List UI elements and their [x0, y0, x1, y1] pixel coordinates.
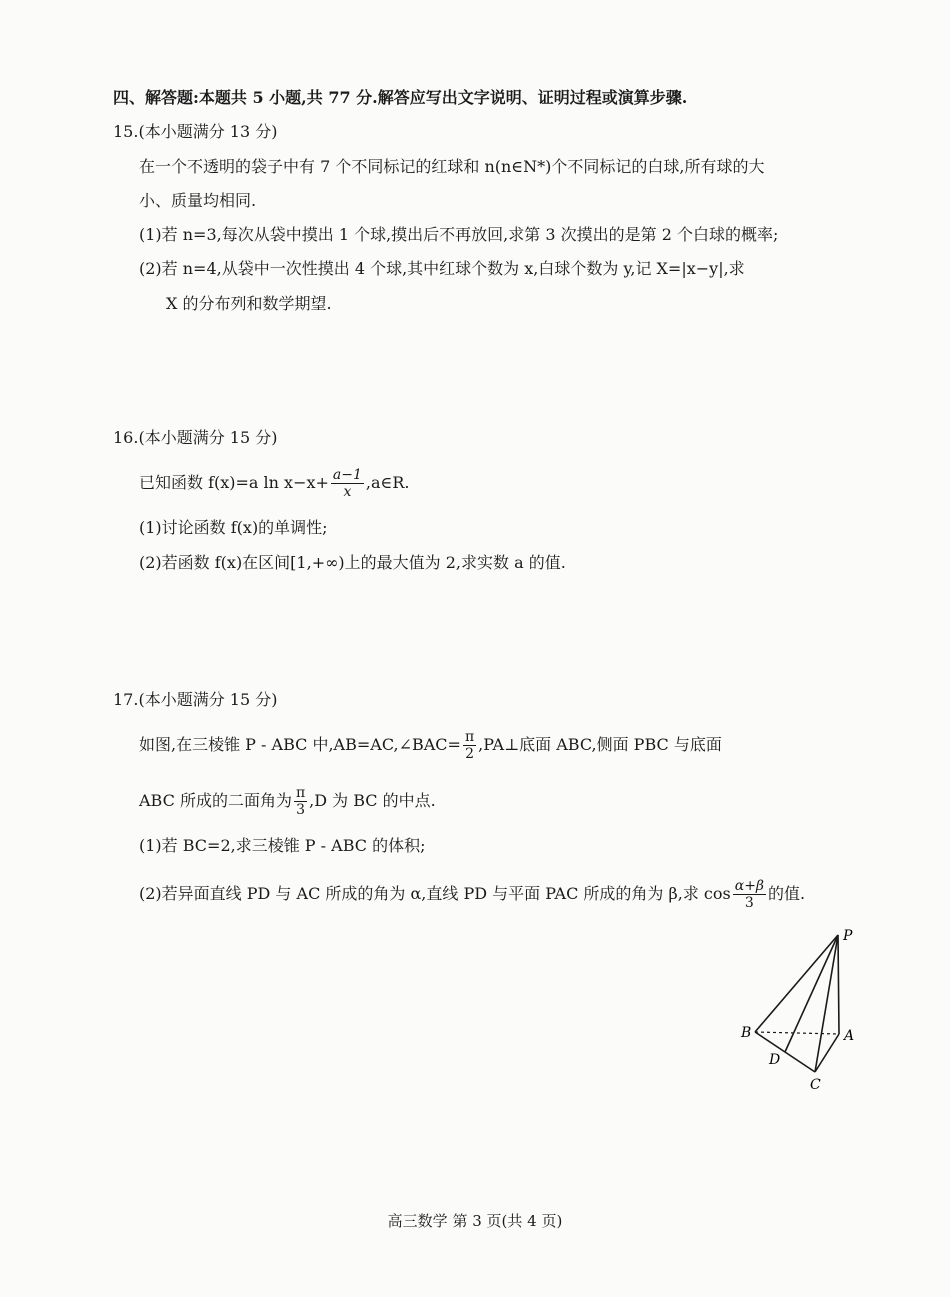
- edge-PB: [755, 935, 838, 1032]
- q17-l2-frac-num: π: [295, 785, 306, 801]
- section-heading: 四、解答题:本题共 5 小题,共 77 分.解答应写出文字说明、证明过程或演算步骤.: [113, 88, 688, 107]
- q16-header: 16.(本小题满分 15 分): [113, 428, 278, 447]
- page-footer: 高三数学 第 3 页(共 4 页): [387, 1212, 563, 1230]
- tetrahedron-figure: [735, 922, 865, 1097]
- q15-part2-line1: (2)若 n=4,从袋中一次性摸出 4 个球,其中红球个数为 x,白球个数为 y,记 X=|x−y|,求: [139, 259, 745, 278]
- q17-header: 17.(本小题满分 15 分): [113, 690, 278, 709]
- q16-frac-denominator: x: [343, 484, 352, 500]
- q17-l1-frac-den: 2: [465, 746, 475, 762]
- edge-BC: [755, 1032, 815, 1072]
- q17-dihedral-fraction: [294, 785, 307, 818]
- q17-l1-suffix: ,PA⊥底面 ABC,侧面 PBC 与底面: [478, 735, 722, 754]
- q17-part2-prefix: (2)若异面直线 PD 与 AC 所成的角为 α,直线 PD 与平面 PAC 所成的角为 β,求 cos: [139, 884, 731, 903]
- q15-stem-line2: 小、质量均相同.: [139, 191, 257, 210]
- q16-given-suffix: ,a∈R.: [365, 473, 410, 492]
- q15-header: 15.(本小题满分 13 分): [113, 122, 278, 141]
- label-C: C: [810, 1077, 821, 1093]
- q17-l1-prefix: 如图,在三棱锥 P - ABC 中,AB=AC,∠BAC=: [139, 735, 461, 754]
- q17-l2-frac-den: 3: [296, 802, 306, 818]
- q17-part2-frac-num: α+β: [734, 878, 765, 894]
- q15-stem-line1: 在一个不透明的袋子中有 7 个不同标记的红球和 n(n∈N*)个不同标记的白球,所有球的大: [139, 157, 765, 176]
- q16-given-prefix: 已知函数 f(x)=a ln x−x+: [139, 473, 329, 492]
- label-P: P: [843, 928, 853, 944]
- q15-part2-line2: X 的分布列和数学期望.: [166, 294, 332, 313]
- edge-PC: [815, 935, 838, 1072]
- q17-stem-line2: [139, 783, 436, 819]
- segment-PD: [785, 935, 838, 1052]
- q17-part2-suffix: 的值.: [768, 884, 806, 903]
- edge-BA-hidden: [755, 1032, 839, 1034]
- q17-stem-line1: [139, 727, 722, 763]
- q16-fraction: [331, 467, 364, 500]
- q17-angle-fraction: [463, 729, 476, 762]
- q17-part2: [139, 876, 805, 912]
- q17-part1: (1)若 BC=2,求三棱锥 P - ABC 的体积;: [139, 836, 426, 855]
- q16-given: [139, 465, 410, 501]
- q16-part2: (2)若函数 f(x)在区间[1,+∞)上的最大值为 2,求实数 a 的值.: [139, 553, 566, 572]
- label-D: D: [769, 1052, 781, 1068]
- q17-l2-prefix: ABC 所成的二面角为: [139, 791, 292, 810]
- label-B: B: [741, 1025, 752, 1041]
- edge-PA: [838, 935, 839, 1034]
- q16-frac-numerator: a−1: [332, 467, 362, 483]
- label-A: A: [844, 1028, 855, 1044]
- q17-l1-frac-num: π: [464, 729, 475, 745]
- q17-part2-frac-den: 3: [744, 895, 754, 911]
- q15-part1: (1)若 n=3,每次从袋中摸出 1 个球,摸出后不再放回,求第 3 次摸出的是第 2 个白球的概率;: [139, 225, 779, 244]
- q17-cos-fraction: [733, 878, 766, 911]
- q16-part1: (1)讨论函数 f(x)的单调性;: [139, 518, 328, 537]
- q17-l2-suffix: ,D 为 BC 的中点.: [309, 791, 436, 810]
